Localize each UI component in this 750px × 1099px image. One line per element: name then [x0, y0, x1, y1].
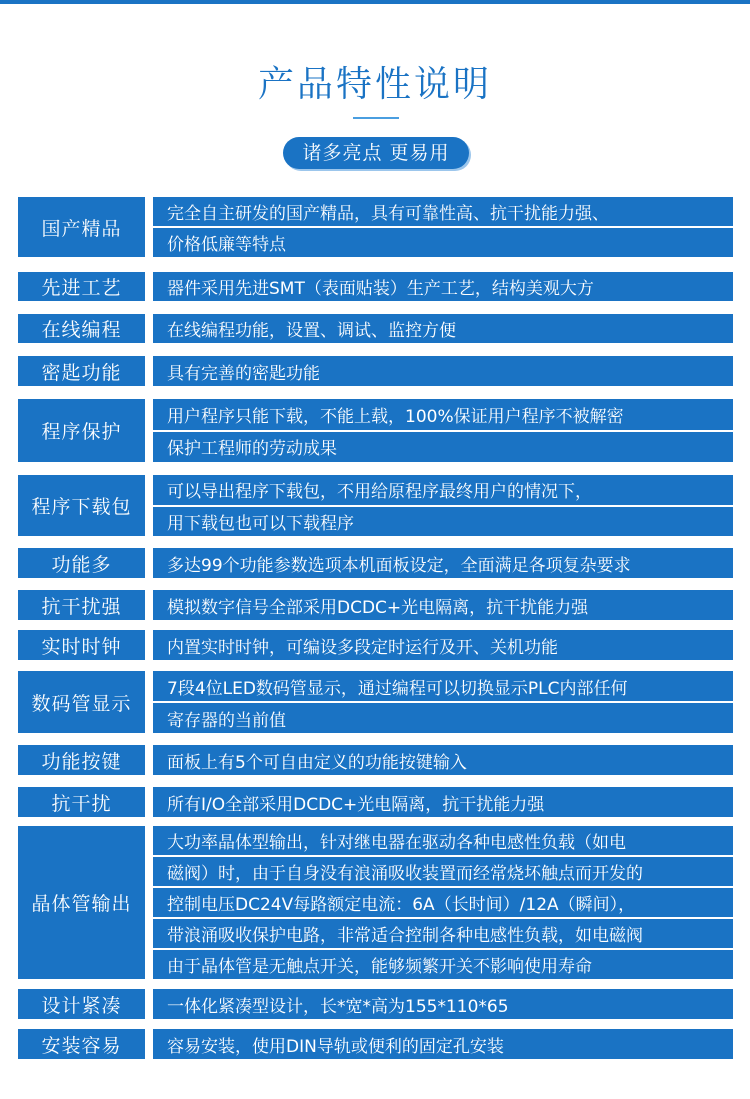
feature-description	[153, 272, 733, 301]
feature-description-line: 具有完善的密匙功能	[153, 356, 733, 386]
feature-label: 功能按键	[18, 745, 145, 775]
feature-description-line: 大功率晶体型输出，针对继电器在驱动各种电感性负载（如电	[153, 826, 733, 855]
feature-description-line: 用下载包也可以下载程序	[153, 507, 733, 537]
feature-row	[0, 630, 750, 660]
feature-row	[0, 197, 750, 257]
page-title: 产品特性说明	[257, 64, 492, 105]
feature-description-line: 保护工程师的劳动成果	[153, 432, 733, 463]
feature-row	[0, 1029, 750, 1059]
feature-description-line: 多达99个功能参数选项本机面板设定，全面满足各项复杂要求	[153, 548, 733, 578]
feature-description-line: 内置实时时钟，可编设多段定时运行及开、关机功能	[153, 630, 733, 660]
feature-row	[0, 314, 750, 343]
feature-label: 程序下载包	[18, 475, 145, 536]
feature-description-line: 完全自主研发的国产精品，具有可靠性高、抗干扰能力强、	[153, 197, 733, 226]
feature-description	[153, 548, 733, 578]
feature-description	[153, 590, 733, 620]
feature-description-line: 价格低廉等特点	[153, 228, 733, 257]
feature-row	[0, 826, 750, 979]
feature-description-line: 容易安装，使用DIN导轨或便利的固定孔安装	[153, 1029, 733, 1059]
feature-description-line: 一体化紧凑型设计，长*宽*高为155*110*65	[153, 989, 733, 1019]
feature-label: 国产精品	[18, 197, 145, 257]
feature-description	[153, 989, 733, 1019]
feature-row	[0, 671, 750, 733]
feature-description	[153, 1029, 733, 1059]
feature-description-line: 可以导出程序下载包，不用给原程序最终用户的情况下，	[153, 475, 733, 505]
feature-row	[0, 475, 750, 536]
feature-row	[0, 590, 750, 620]
feature-label: 密匙功能	[18, 356, 145, 386]
feature-description	[153, 356, 733, 386]
feature-description	[153, 399, 733, 462]
feature-label: 实时时钟	[18, 630, 145, 660]
subtitle-badge: 诸多亮点 更易用	[283, 137, 469, 169]
feature-label: 晶体管输出	[18, 826, 145, 979]
feature-description-line: 在线编程功能，设置、调试、监控方便	[153, 314, 733, 343]
feature-description	[153, 630, 733, 660]
feature-description-line: 模拟数字信号全部采用DCDC+光电隔离，抗干扰能力强	[153, 590, 733, 620]
feature-description	[153, 787, 733, 817]
feature-description	[153, 826, 733, 979]
feature-description	[153, 475, 733, 536]
feature-description-line: 器件采用先进SMT（表面贴装）生产工艺，结构美观大方	[153, 272, 733, 301]
feature-row	[0, 989, 750, 1019]
feature-description	[153, 314, 733, 343]
feature-description-line: 7段4位LED数码管显示，通过编程可以切换显示PLC内部任何	[153, 671, 733, 701]
feature-description-line: 控制电压DC24V每路额定电流：6A（长时间）/12A（瞬间），	[153, 888, 733, 917]
feature-description-line: 寄存器的当前值	[153, 703, 733, 733]
feature-description-line: 由于晶体管是无触点开关，能够频繁开关不影响使用寿命	[153, 950, 733, 979]
feature-description	[153, 671, 733, 733]
feature-label: 功能多	[18, 548, 145, 578]
feature-row	[0, 745, 750, 775]
feature-label: 设计紧凑	[18, 989, 145, 1019]
feature-label: 安装容易	[18, 1029, 145, 1059]
feature-label: 抗干扰	[18, 787, 145, 817]
feature-description-line: 用户程序只能下载，不能上载，100%保证用户程序不被解密	[153, 399, 733, 430]
feature-label: 在线编程	[18, 314, 145, 343]
feature-label: 数码管显示	[18, 671, 145, 733]
feature-label: 程序保护	[18, 399, 145, 462]
feature-label: 先进工艺	[18, 272, 145, 301]
feature-row	[0, 399, 750, 462]
feature-description-line: 面板上有5个可自由定义的功能按键输入	[153, 745, 733, 775]
feature-description	[153, 745, 733, 775]
feature-row	[0, 787, 750, 817]
feature-description-line: 带浪涌吸收保护电路，非常适合控制各种电感性负载，如电磁阀	[153, 919, 733, 948]
feature-row	[0, 356, 750, 386]
feature-description-line: 所有I/O全部采用DCDC+光电隔离，抗干扰能力强	[153, 787, 733, 817]
feature-description	[153, 197, 733, 257]
feature-label: 抗干扰强	[18, 590, 145, 620]
feature-row	[0, 548, 750, 578]
feature-description-line: 磁阀）时，由于自身没有浪涌吸收装置而经常烧坏触点而开发的	[153, 857, 733, 886]
feature-row	[0, 272, 750, 301]
